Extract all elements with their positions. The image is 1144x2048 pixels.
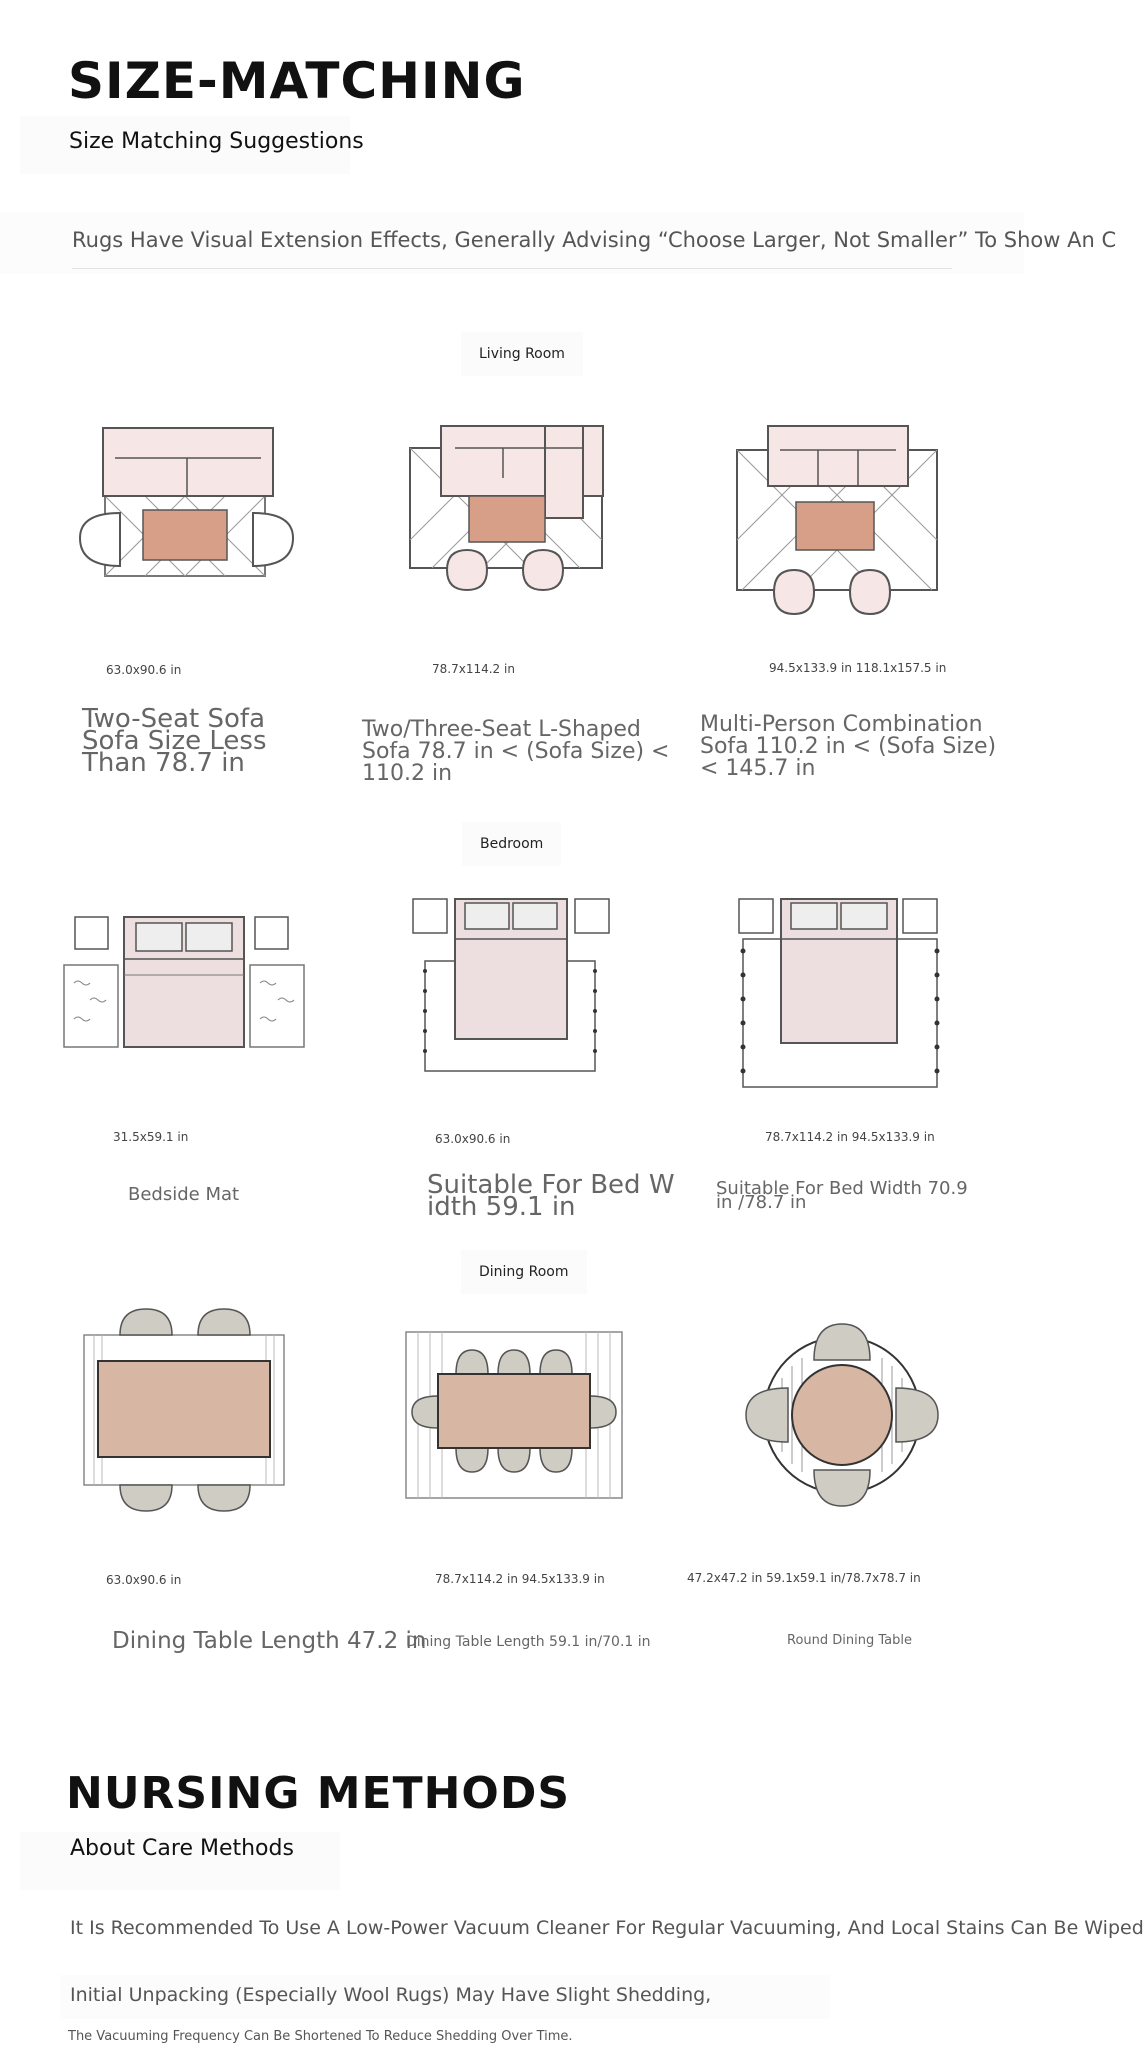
living-room-size-2: 78.7x114.2 in (432, 662, 515, 676)
size-matching-subtitle: Size Matching Suggestions (69, 129, 364, 154)
care-text-line-1: It Is Recommended To Use A Low-Power Vacuum Cleaner For Regular Vacuuming, And Local Stains Can Be Wiped (70, 1917, 1144, 1939)
living-room-size-1: 63.0x90.6 in (106, 663, 182, 677)
dining-size-2: 78.7x114.2 in 94.5x133.9 in (435, 1572, 605, 1586)
intro-divider (72, 268, 952, 269)
bed-width-591-layout-illustration (405, 895, 615, 1085)
care-text-line-3: The Vacuuming Frequency Can Be Shortened To Reduce Shedding Over Time. (68, 2029, 573, 2044)
bedroom-caption-3: Suitable For Bed Width 70.9 in /78.7 in (716, 1178, 968, 1213)
dining-room-label: Dining Room (461, 1250, 587, 1294)
living-room-caption-3: Multi-Person Combination Sofa 110.2 in < (Sofa Size) < 145.7 in (700, 712, 997, 781)
combination-sofa-layout-illustration (732, 418, 942, 618)
living-room-label: Living Room (461, 332, 583, 376)
nursing-methods-title: NURSING METHODS (66, 1768, 571, 1819)
bedroom-size-1: 31.5x59.1 in (113, 1130, 189, 1144)
dining-size-1: 63.0x90.6 in (106, 1573, 182, 1587)
l-shaped-sofa-layout-illustration (405, 418, 610, 608)
care-text-line-2: Initial Unpacking (Especially Wool Rugs) May Have Slight Shedding, (70, 1984, 712, 2006)
bedside-mat-layout-illustration (60, 915, 310, 1055)
living-room-caption-2: Two/Three-Seat L-Shaped Sofa 78.7 in < (Sofa Size) < 110.2 in (362, 717, 670, 786)
living-room-size-3: 94.5x133.9 in 118.1x157.5 in (769, 661, 947, 675)
living-room-caption-1: Two-Seat Sofa Sofa Size Less Than 78.7 in (82, 704, 267, 778)
dining-table-59-layout-illustration (402, 1328, 627, 1503)
round-dining-table-layout-illustration (742, 1318, 942, 1513)
size-matching-title: SIZE-MATCHING (68, 52, 526, 110)
bedroom-caption-2: Suitable For Bed Width 59.1 in (427, 1170, 675, 1222)
care-subtitle: About Care Methods (70, 1836, 294, 1861)
bed-width-709-layout-illustration (735, 895, 945, 1095)
dining-size-3: 47.2x47.2 in 59.1x59.1 in/78.7x78.7 in (687, 1571, 921, 1585)
dining-caption-2: Dining Table Length 59.1 in/70.1 in (406, 1634, 651, 1650)
bedroom-label: Bedroom (462, 822, 561, 866)
bedroom-size-2: 63.0x90.6 in (435, 1132, 511, 1146)
dining-caption-3: Round Dining Table (787, 1633, 912, 1648)
bedroom-caption-1: Bedside Mat (128, 1184, 240, 1205)
bedroom-size-3: 78.7x114.2 in 94.5x133.9 in (765, 1130, 935, 1144)
two-seat-sofa-layout-illustration (75, 418, 305, 593)
size-intro-text: Rugs Have Visual Extension Effects, Generally Advising “Choose Larger, Not Smaller” To Show An C (72, 228, 1117, 252)
dining-caption-1: Dining Table Length 47.2 in (112, 1628, 427, 1654)
dining-table-47-layout-illustration (80, 1305, 290, 1510)
